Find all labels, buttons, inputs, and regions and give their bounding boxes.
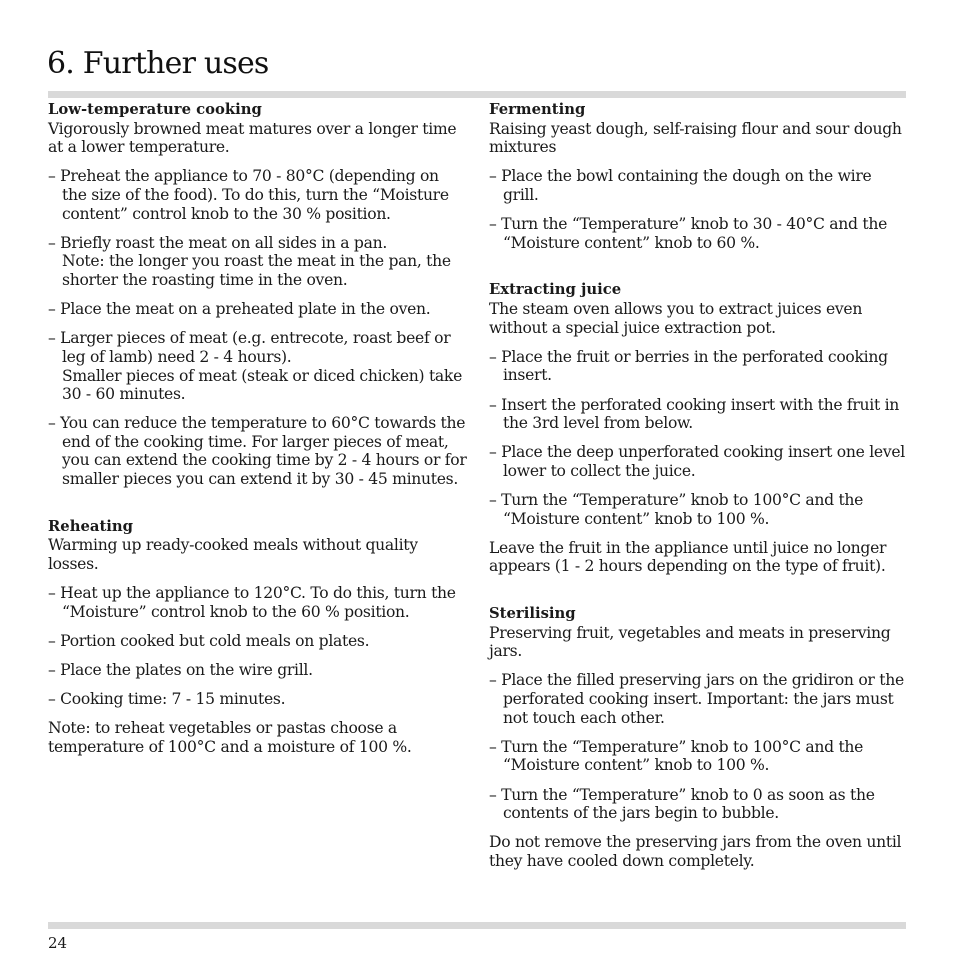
list-item: – Insert the perforated cooking insert with the fruit in the 3rd level from below. <box>489 395 900 433</box>
list-item: – Turn the “Temperature” knob to 100°C and the “Moisture content” knob to 100 %. <box>489 737 864 775</box>
section-fermenting <box>489 101 909 252</box>
section-sterilising <box>489 605 909 871</box>
section-intro: The steam oven allows you to extract juices even without a special juice extraction pot. <box>489 299 863 337</box>
list-item: – Turn the “Temperature” knob to 100°C and the “Moisture content” knob to 100 %. <box>489 491 864 528</box>
list-item: – Place the bowl containing the dough on the wire grill. <box>489 167 872 204</box>
list-item: – Turn the “Temperature” knob to 0 as soon as the contents of the jars begin to bubble. <box>489 785 875 823</box>
list-item <box>48 329 468 403</box>
list-item: – Place the deep unperforated cooking insert one level lower to collect the juice. <box>489 443 905 480</box>
list-item-note: Note: the longer you roast the meat in the pan, the shorter the roasting time in the oven. <box>62 252 451 289</box>
page-number: 24 <box>48 934 68 952</box>
left-column <box>48 101 468 786</box>
list-item: – Place the plates on the wire grill. <box>48 661 313 679</box>
list-item: – Place the meat on a preheated plate in the oven. <box>48 300 431 319</box>
list-item-text: – Briefly roast the meat on all sides in a pan. <box>48 233 387 252</box>
list-item: – Preheat the appliance to 70 - 80°C (depending on the size of the food). To do this, turn the “Moisture content” control knob to the 30 % position. <box>48 167 449 223</box>
section-heading: Low-temperature cooking <box>48 101 262 118</box>
list-item: – Heat up the appliance to 120°C. To do this, turn the “Moisture” control knob to the 60 % position. <box>48 584 456 621</box>
list-item: – Cooking time: 7 - 15 minutes. <box>48 690 286 709</box>
section-extracting-juice <box>489 281 909 576</box>
list-item <box>48 234 468 290</box>
section-outro: Do not remove the preserving jars from the oven until they have cooled down completely. <box>489 833 902 870</box>
list-item: – Place the fruit or berries in the perforated cooking insert. <box>489 347 888 385</box>
section-outro: Leave the fruit in the appliance until juice no longer appears (1 - 2 hours depending on the type of fruit). <box>489 538 887 576</box>
section-intro: Warming up ready-cooked meals without quality losses. <box>48 536 418 573</box>
list-item: – You can reduce the temperature to 60°C towards the end of the cooking time. For larger pieces of meat, you can extend the cooking time by 2 - 4 hours or for smaller pieces you can extend it by 30 - 45 minutes. <box>48 414 467 489</box>
list-item: – Place the filled preserving jars on the gridiron or the perforated cooking insert. Important: the jars must not touch each other. <box>489 671 904 727</box>
right-column <box>489 101 909 900</box>
page-title: 6. Further uses <box>47 46 269 81</box>
section-intro: Preserving fruit, vegetables and meats in preserving jars. <box>489 623 891 661</box>
section-intro: Raising yeast dough, self-raising flour and sour dough mixtures <box>489 119 902 157</box>
header-divider <box>48 91 906 98</box>
section-reheating <box>48 518 468 757</box>
footer-divider <box>48 922 906 929</box>
list-item: – Portion cooked but cold meals on plates. <box>48 631 370 650</box>
section-heading: Sterilising <box>489 605 576 623</box>
section-low-temperature-cooking <box>48 101 468 489</box>
section-heading: Reheating <box>48 517 134 535</box>
list-item-note: Smaller pieces of meat (steak or diced chicken) take 30 - 60 minutes. <box>62 366 463 404</box>
section-note: Note: to reheat vegetables or pastas choose a temperature of 100°C and a moisture of 100 %. <box>48 719 412 756</box>
list-item-text: – Larger pieces of meat (e.g. entrecote, roast beef or leg of lamb) need 2 - 4 hours). <box>48 329 451 366</box>
list-item: – Turn the “Temperature” knob to 30 - 40°C and the “Moisture content” knob to 60 %. <box>489 215 888 252</box>
section-intro: Vigorously browned meat matures over a longer time at a lower temperature. <box>48 119 457 157</box>
section-heading: Fermenting <box>489 101 586 118</box>
section-heading: Extracting juice <box>489 281 622 299</box>
